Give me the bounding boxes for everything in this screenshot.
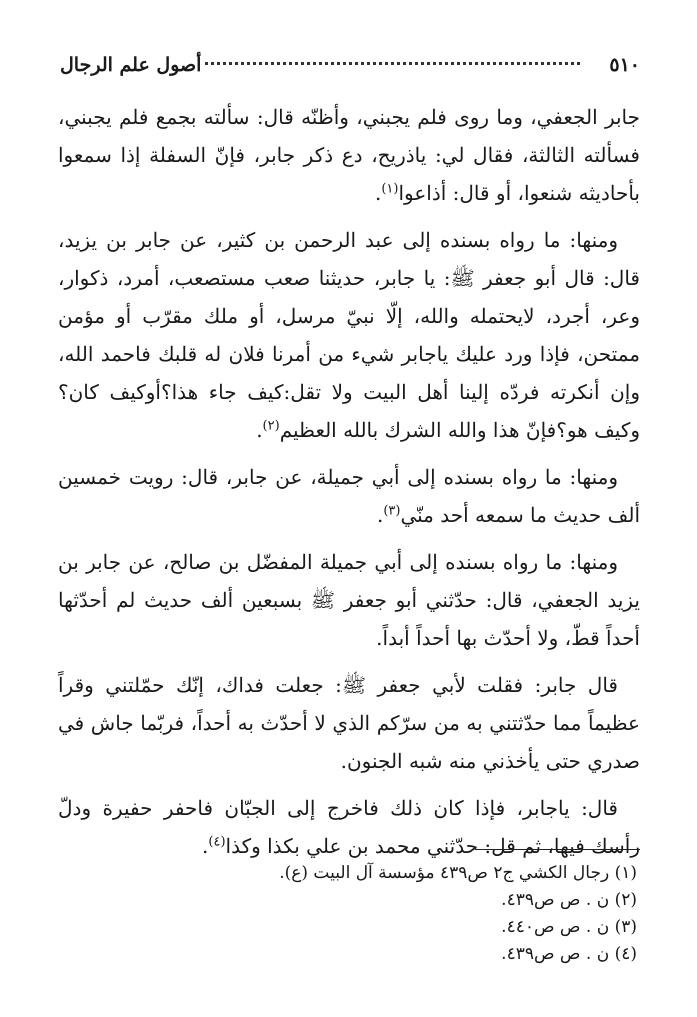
paragraph-text: ومنها: ما رواه بسنده إلى عبد الرحمن بن كثير، عن جابر بن يزيد، قال: قال أبو جعفر ﷺ: يا جابر، حديثنا صعب مستصعب، أمرد، ذكوار، وعر، أجرد، لايحتمله والله، إلّا نبيّ مرسل، أو ملك مقرّب أو مؤمن ممتحن، فإذا ورد عليك ياجابر شيء من أمرنا فلان له قلبك فاحمد الله، وإن أنكرته فردّه إلينا أهل البيت ولا تقل:كيف جاء هذا؟أوكيف كان؟وكيف هو؟فإنّ هذا والله الشرك بالله العظيم [58,228,640,442]
paragraph-text: قال: ياجابر، فإذا كان ذلك فاخرج إلى الجبّان فاحفر حفيرة ودلّ رأسك فيها، ثم قل: حدّثني محمد بن علي بكذا وكذا [58,796,640,858]
paragraph [58,458,640,534]
main-text [58,98,640,874]
footnote: (٣) ن . ص ص٤٤٠. [501,917,637,937]
footnote-ref: (٢) [262,418,280,434]
running-title: أصول علم الرجال [60,54,202,76]
footnote-separator [475,849,640,850]
page-header [60,48,640,88]
paragraph-end: . [202,834,209,858]
paragraph [58,221,640,449]
paragraph-text: ومنها: ما رواه بسنده إلى أبي جميلة المفضّل بن صالح، عن جابر بن يزيد الجعفي، قال: حدّثني أبو جعفر ﷺ بسبعين ألف حديث لم أحدّثها أحداً قطّ، ولا أحدّث بها أحداً أبداً. [58,550,640,650]
paragraph-end: . [374,181,382,205]
footnote: (١) رجال الكشي ج٢ ص٤٣٩ مؤسسة آل البيت (ع). [279,863,637,883]
paragraph-end: . [256,418,263,442]
paragraph [58,543,640,657]
footnote-ref: (٤) [208,834,226,850]
paragraph-end: . [376,503,384,527]
paragraph-text: جابر الجعفي، وما روى فلم يجبني، وأظنّه قال: سألته بجمع فلم يجبني، فسألته الثالثة، فقال لي: ياذريح، دع ذكر جابر، فإنّ السفلة إذا سمعوا بأحاديثه شنعوا، أو قال: أذاعوا [58,105,641,205]
paragraph [58,789,640,865]
footnotes [57,860,637,968]
paragraph [58,98,640,212]
paragraph-text: قال جابر: فقلت لأبي جعفر ﷺ: جعلت فداك، إنّك حمّلتني وقراً عظيماً مما حدّثتني به من سرّكم الذي لا أحدّث به أحداً، فربّما جاش في صدري حتى يأخذني منه شبه الجنون. [58,673,640,773]
page-number: ٥١٠ [609,54,640,76]
footnote: (٢) ن . ص ص٤٣٩. [501,890,637,910]
header-leader-dots [205,62,580,65]
footnote-ref: (٣) [383,503,401,519]
footnote: (٤) ن . ص ص٤٣٩. [501,944,637,964]
paragraph [58,666,640,780]
paragraph-text: ومنها: ما رواه بسنده إلى أبي جميلة، عن جابر، قال: رويت خمسين ألف حديث ما سمعه أحد منّي [58,465,640,527]
footnote-ref: (١) [381,181,399,197]
